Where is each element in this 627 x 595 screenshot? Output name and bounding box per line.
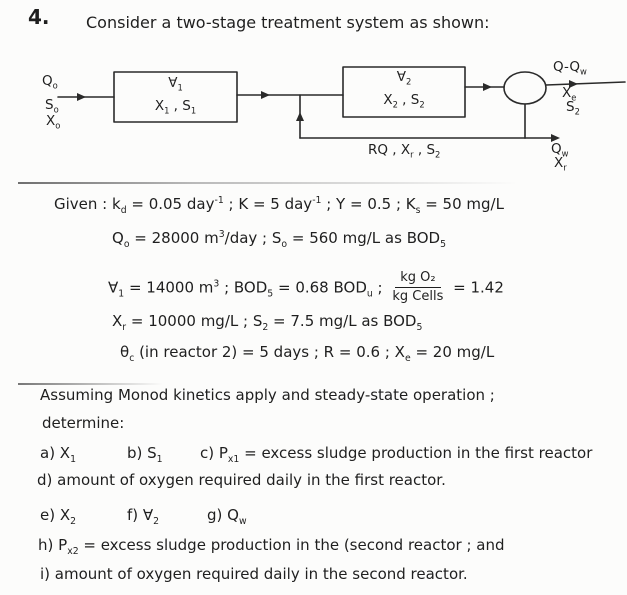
problem-statement: Consider a two-stage treatment system as shown:: [86, 13, 490, 32]
problem-number: 4.: [28, 5, 50, 29]
task-item-f: f) $\forall_2$: [127, 506, 160, 527]
reactor1-volume-label: $\forall_1$: [168, 75, 183, 93]
influent-arrowhead-icon: [77, 93, 86, 101]
determine-label: determine:: [42, 414, 125, 432]
clarifier-feed-arrowhead-icon: [483, 83, 492, 91]
recycle-stream-label: RQ , $X_r$ , $S_2$: [368, 142, 441, 160]
given-line-1: Given : $k_d = 0.05$ day$^{-1}$ ; K = 5 day$^{-1}$ ; Y = 0.5 ; $K_s = 50$ mg/L: [54, 195, 504, 216]
section-divider: [18, 182, 518, 184]
reactor1-contents-label: $X_1$ , $S_1$: [154, 98, 197, 116]
effluent-line: [546, 82, 625, 85]
waste-flow-label: $Q_w$: [551, 141, 569, 159]
effluent-substrate-label: $S_2$: [566, 99, 580, 117]
interstage-arrowhead-icon: [261, 91, 270, 99]
task-item-g: g) $Q_w$: [207, 506, 247, 527]
given-line-4: $X_r = 10000$ mg/L ; $S_2 = 7.5$ mg/L as $BOD_5$: [112, 312, 423, 333]
assumption-statement: Assuming Monod kinetics apply and steady-state operation ;: [40, 386, 495, 404]
task-item-c: c) $P_{x1}$ = excess sludge production in the first reactor: [200, 444, 593, 465]
reactor2-contents-label: $X_2$ , $S_2$: [383, 92, 425, 110]
reactor2-volume-label: $\forall_2$: [396, 69, 412, 87]
given-line-5: $\theta_c$ (in reactor 2) = 5 days ; R = 0.6 ; $X_e = 20$ mg/L: [120, 343, 495, 364]
given-line-2: $Q_o = 28000$ $m^3$/day ; $S_o = 560$ mg/L as $BOD_5$: [112, 229, 447, 250]
clarifier-circle: [504, 72, 546, 104]
task-item-e: e) $X_2$: [40, 506, 77, 527]
waste-biomass-label: $X_r$: [554, 155, 567, 173]
recycle-arrowhead-icon: [296, 112, 304, 121]
task-item-a: a) $X_1$: [40, 444, 77, 465]
section-divider: [18, 383, 163, 385]
influent-biomass-label: $X_o$: [46, 113, 61, 131]
task-item-i: i) amount of oxygen required daily in the second reactor.: [40, 565, 468, 583]
influent-flow-label: $Q_o$: [42, 73, 58, 91]
effluent-flow-label: $Q-Q_w$: [553, 59, 587, 77]
task-item-b: b) $S_1$: [127, 444, 163, 465]
task-item-d: d) amount of oxygen required daily in the first reactor.: [37, 471, 446, 489]
task-item-h: h) $P_{x2}$ = excess sludge production in the (second reactor ; and: [38, 536, 505, 557]
given-line-3: $\forall_1 = 14000$ $m^3$ ; $BOD_5 = 0.68$ $BOD_u$ ; $\frac{\text{kg O₂}}{\text{kg Cells}}$ = 1.42: [108, 270, 504, 305]
effluent-biomass-label: $X_e$: [562, 85, 577, 103]
process-flow-diagram: [0, 0, 627, 180]
influent-substrate-label: $S_o$: [45, 97, 59, 115]
